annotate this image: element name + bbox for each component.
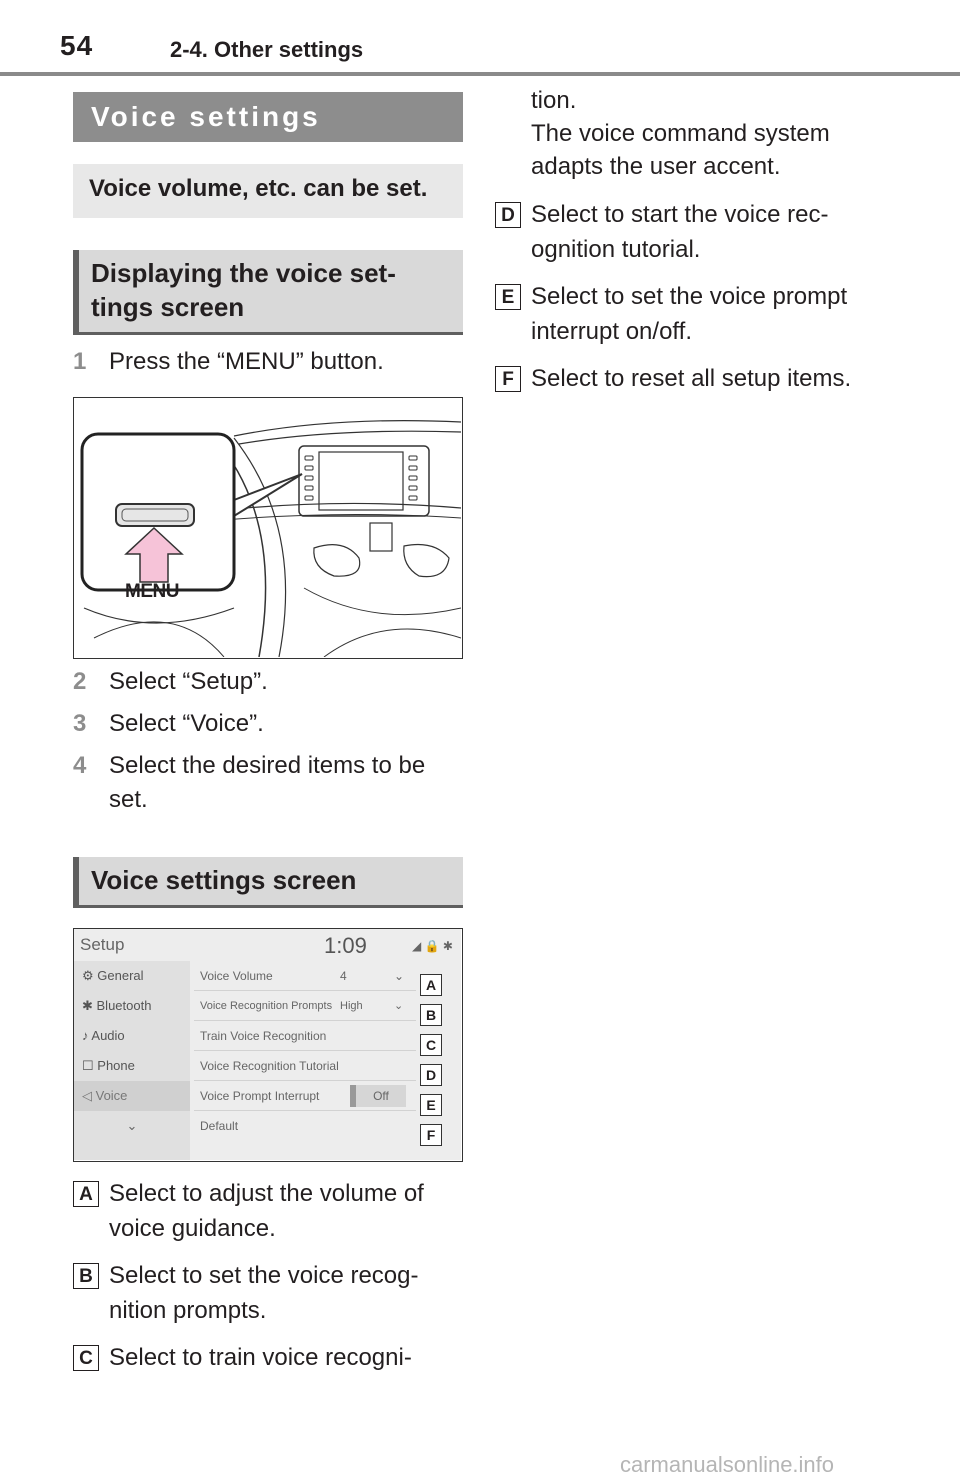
step-3: 3 Select “Voice”. — [73, 710, 264, 737]
step-4: 4 Select the desired items to be set. — [73, 752, 426, 813]
menu-button-label: MENU — [125, 581, 179, 602]
callout-c: C Select to train voice recogni- — [73, 1340, 463, 1375]
callout-e: E Select to set the voice prompt interrupt on/off. — [495, 279, 885, 349]
chevron-down-icon[interactable]: ⌄ — [126, 1118, 138, 1133]
menu-item-voice[interactable]: ◁ Voice — [74, 1081, 190, 1111]
voice-settings-screen-figure — [73, 928, 463, 1162]
callout-c-continued-2: The voice command system adapts the user accent. — [531, 120, 830, 180]
callout-list-left — [73, 1176, 463, 1375]
clock-time: 1:09 — [324, 933, 367, 958]
callout-a: A Select to adjust the volume of voice guidance. — [73, 1176, 463, 1246]
header-divider — [0, 72, 960, 76]
callout-c-continued-1: tion. — [531, 87, 577, 114]
callout-b: B Select to set the voice recog- nition prompts. — [73, 1258, 463, 1328]
right-column — [495, 84, 885, 408]
status-icons: ◢ 🔒 ✱ — [412, 939, 453, 953]
section-title: Voice settings — [91, 101, 321, 132]
subheading-displaying-screen: Displaying the voice set- tings screen — [73, 250, 463, 335]
left-column — [73, 92, 463, 1387]
step-2: 2 Select “Setup”. — [73, 668, 268, 695]
menu-item-audio[interactable]: ♪ Audio — [82, 1028, 125, 1043]
page-header — [0, 0, 960, 78]
chevron-down-icon: ⌄ — [394, 1000, 404, 1012]
chapter-title: 2-4. Other settings — [170, 37, 364, 62]
section-title-bar — [73, 92, 463, 142]
row-default[interactable]: Default — [200, 1119, 239, 1133]
row-voice-recognition-tutorial[interactable]: Voice Recognition Tutorial — [194, 1051, 416, 1081]
menu-item-phone[interactable]: ☐ Phone — [82, 1058, 135, 1073]
dashboard-illustration — [74, 398, 461, 657]
row-voice-volume[interactable]: Voice Volume 4 ⌄ — [194, 961, 416, 991]
watermark: carmanualsonline.info — [620, 1452, 835, 1477]
settings-rows — [194, 961, 416, 1141]
page-number: 54 — [60, 30, 94, 61]
interrupt-toggle[interactable]: Off — [350, 1085, 406, 1107]
subheading-settings-screen: Voice settings screen — [73, 857, 463, 908]
section-summary: Voice volume, etc. can be set. — [73, 164, 463, 218]
callout-f: F Select to reset all setup items. — [495, 361, 885, 396]
chevron-down-icon: ⌄ — [394, 969, 405, 983]
menu-button-figure — [73, 397, 463, 659]
callout-d: D Select to start the voice rec- ognition tutorial. — [495, 197, 885, 267]
row-voice-recognition-prompts[interactable]: Voice Recognition Prompts High ⌄ — [194, 991, 416, 1021]
row-train-voice-recognition[interactable]: Train Voice Recognition — [194, 1021, 416, 1051]
setup-screen-title: Setup — [80, 935, 125, 954]
step-1: 1 Press the “MENU” button. — [73, 348, 384, 375]
setup-menu — [74, 961, 190, 1160]
row-voice-prompt-interrupt[interactable]: Voice Prompt Interrupt Off — [194, 1081, 416, 1111]
menu-item-bluetooth[interactable]: ✱ Bluetooth — [82, 998, 152, 1013]
row-letter-markers: A B C D E F — [420, 974, 442, 1154]
menu-item-general[interactable]: ⚙ General — [82, 968, 144, 983]
